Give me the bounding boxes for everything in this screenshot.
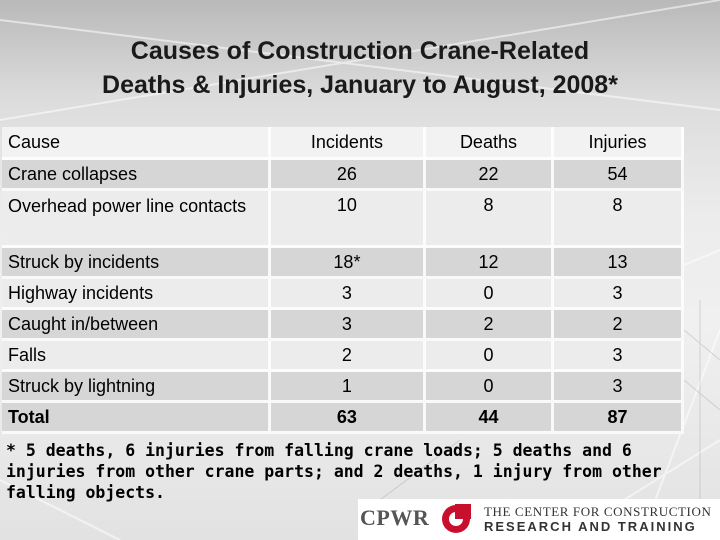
header-injuries: Injuries [554,127,684,160]
cell-cause: Crane collapses [2,160,271,191]
cell-cause: Falls [2,341,271,372]
cell-deaths: 8 [426,191,554,248]
table-header-row [2,127,684,160]
cell-cause: Struck by incidents [2,248,271,279]
logo-line-1: THE CENTER FOR CONSTRUCTION [484,504,712,519]
cpwr-mark-icon [441,504,471,534]
cell-injuries: 54 [554,160,684,191]
cell-incidents: 26 [271,160,426,191]
cell-deaths: 0 [426,279,554,310]
cpwr-logo [358,499,720,540]
table-row [2,191,684,248]
crane-incidents-table [2,127,684,434]
cell-cause: Overhead power line contacts [2,191,271,248]
logo-abbrev: CPWR [360,505,430,530]
cell-injuries: 3 [554,279,684,310]
cell-incidents: 1 [271,372,426,403]
table-total-row [2,403,684,434]
table-row [2,372,684,403]
cell-incidents: 3 [271,279,426,310]
cell-cause: Highway incidents [2,279,271,310]
total-deaths: 44 [426,403,554,434]
total-injuries: 87 [554,403,684,434]
cell-deaths: 0 [426,372,554,403]
table-row [2,341,684,372]
total-incidents: 63 [271,403,426,434]
cell-injuries: 13 [554,248,684,279]
cell-deaths: 12 [426,248,554,279]
cell-cause: Caught in/between [2,310,271,341]
footnote: * 5 deaths, 6 injuries from falling crane loads; 5 deaths and 6 injuries from other crane parts; and 2 deaths, 1 injury from other falling objects. [6,441,662,502]
table-row [2,160,684,191]
title-line-1: Causes of Construction Crane-Related [130,37,590,65]
cell-deaths: 0 [426,341,554,372]
table-row [2,248,684,279]
header-cause: Cause [2,127,271,160]
total-label: Total [2,403,271,434]
table-row [2,279,684,310]
title-line-2: Deaths & Injuries, January to August, 2008* [102,71,618,99]
cell-injuries: 8 [554,191,684,248]
logo-line-2: RESEARCH AND TRAINING [484,519,697,534]
slide-title [0,34,720,102]
cell-deaths: 22 [426,160,554,191]
header-deaths: Deaths [426,127,554,160]
cell-injuries: 3 [554,341,684,372]
cell-injuries: 2 [554,310,684,341]
cell-injuries: 3 [554,372,684,403]
cell-incidents: 3 [271,310,426,341]
cell-cause: Struck by lightning [2,372,271,403]
cell-incidents: 2 [271,341,426,372]
cell-deaths: 2 [426,310,554,341]
table-row [2,310,684,341]
header-incidents: Incidents [271,127,426,160]
cell-incidents: 10 [271,191,426,248]
cell-incidents: 18* [271,248,426,279]
